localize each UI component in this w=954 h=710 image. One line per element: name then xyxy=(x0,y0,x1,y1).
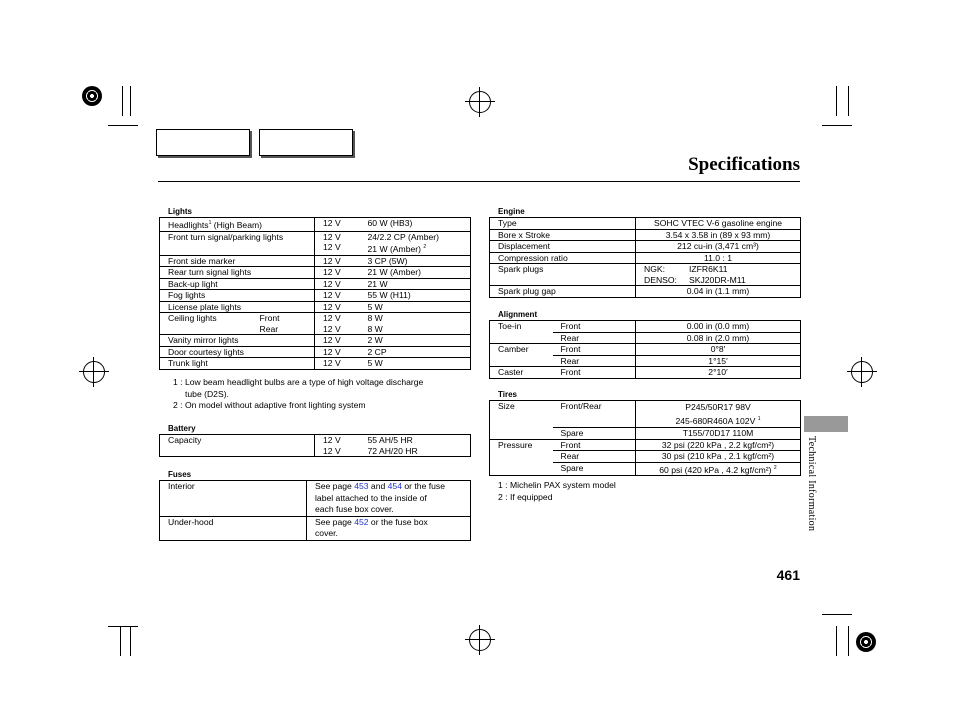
table-row: Capacity 12 V 55 AH/5 HR xyxy=(160,435,471,446)
engine-title: Engine xyxy=(498,207,525,216)
table-row: Front side marker 12 V 3 CP (5W) xyxy=(160,255,471,267)
registration-target-icon xyxy=(856,632,876,652)
title-rule xyxy=(158,181,800,182)
table-row: Caster Front 2°10′ xyxy=(490,367,801,379)
lights-notes: 1 : Low beam headlight bulbs are a type of high voltage discharge tube (D2S). 2 : On model without adaptive front lighting system xyxy=(173,377,424,410)
section-tab-label: Technical Information xyxy=(806,436,817,532)
table-row: Spare T155/70D17 110M xyxy=(490,428,801,440)
table-row: Rear turn signal lights 12 V 21 W (Amber) xyxy=(160,267,471,279)
engine-table xyxy=(489,217,801,298)
table-row: 12 V 21 W (Amber) $^2$ xyxy=(160,242,471,255)
table-row: Bore x Stroke 3.54 x 3.58 in (89 x 93 mm) xyxy=(490,229,801,241)
lights-table xyxy=(159,217,471,370)
tires-title: Tires xyxy=(498,390,517,399)
crosshair-icon xyxy=(83,361,105,383)
table-row: Rear 1°15′ xyxy=(490,355,801,367)
crosshair-icon xyxy=(469,629,491,651)
tires-notes: 1 : Michelin PAX system model 2 : If equipped xyxy=(498,480,616,502)
table-row: Under-hood See page 452 or the fuse box cover. xyxy=(160,516,471,540)
table-row: Ceiling lights Front 12 V 8 W xyxy=(160,313,471,324)
table-row: Displacement 212 cu-in (3,471 cm³) xyxy=(490,241,801,253)
table-row: Toe-in Front 0.00 in (0.0 mm) xyxy=(490,321,801,333)
table-row: Pressure Front 32 psi (220 kPa , 2.2 kgf/cm²) xyxy=(490,439,801,451)
section-tab xyxy=(804,416,848,432)
crosshair-icon xyxy=(469,91,491,113)
table-row: Compression ratio 11.0 : 1 xyxy=(490,252,801,264)
battery-title: Battery xyxy=(168,424,196,433)
table-row: Rear 0.08 in (2.0 mm) xyxy=(490,332,801,344)
table-row: Vanity mirror lights 12 V 2 W xyxy=(160,335,471,347)
table-row: Camber Front 0°8′ xyxy=(490,344,801,356)
table-row: Interior See page 453 and 454 or the fuse label attached to the inside of each fuse box cover. xyxy=(160,481,471,517)
alignment-title: Alignment xyxy=(498,310,538,319)
registration-target-icon xyxy=(82,86,102,106)
table-row: Fog lights 12 V 55 W (H11) xyxy=(160,290,471,302)
table-row: Door courtesy lights 12 V 2 CP xyxy=(160,346,471,358)
page-link-452[interactable]: 452 xyxy=(354,516,369,527)
table-row: Back-up light 12 V 21 W xyxy=(160,278,471,290)
table-row: Rear 30 psi (210 kPa , 2.1 kgf/cm²) xyxy=(490,451,801,463)
fuses-table xyxy=(159,480,471,541)
alignment-table xyxy=(489,320,801,379)
battery-table xyxy=(159,434,471,457)
page-link-453[interactable]: 453 xyxy=(354,481,369,491)
table-row: Spark plug gap 0.04 in (1.1 mm) xyxy=(490,286,801,298)
table-row: 12 V 72 AH/20 HR xyxy=(160,446,471,457)
nav-button-main-menu[interactable] xyxy=(156,129,250,156)
crosshair-icon xyxy=(851,361,873,383)
table-row: License plate lights 12 V 5 W xyxy=(160,301,471,313)
table-row: Trunk light 12 V 5 W xyxy=(160,358,471,370)
table-row: Size Front/Rear P245/50R17 98V 245-680R460A 102V $^1$ xyxy=(490,401,801,428)
nav-button-index[interactable] xyxy=(259,129,353,156)
table-row: Spare 60 psi (420 kPa , 4.2 kgf/cm²) $^2$ xyxy=(490,462,801,476)
lights-title: Lights xyxy=(168,207,192,216)
tires-table xyxy=(489,400,801,476)
fuses-title: Fuses xyxy=(168,470,192,479)
table-row: Headlights$^1$ (High Beam) 12 V 60 W (HB3) xyxy=(160,218,471,232)
page-number: 461 xyxy=(776,567,800,583)
table-row: Spark plugs NGK: IZFR6K11 DENSO: SKJ20DR-M11 xyxy=(490,264,801,286)
page-title: Specifications xyxy=(688,154,800,175)
table-row: Rear 12 V 8 W xyxy=(259,323,383,334)
table-row: Front turn signal/parking lights 12 V 24/2.2 CP (Amber) xyxy=(160,231,471,242)
table-row: Type SOHC VTEC V-6 gasoline engine xyxy=(490,218,801,230)
page-link-454[interactable]: 454 xyxy=(387,481,402,491)
